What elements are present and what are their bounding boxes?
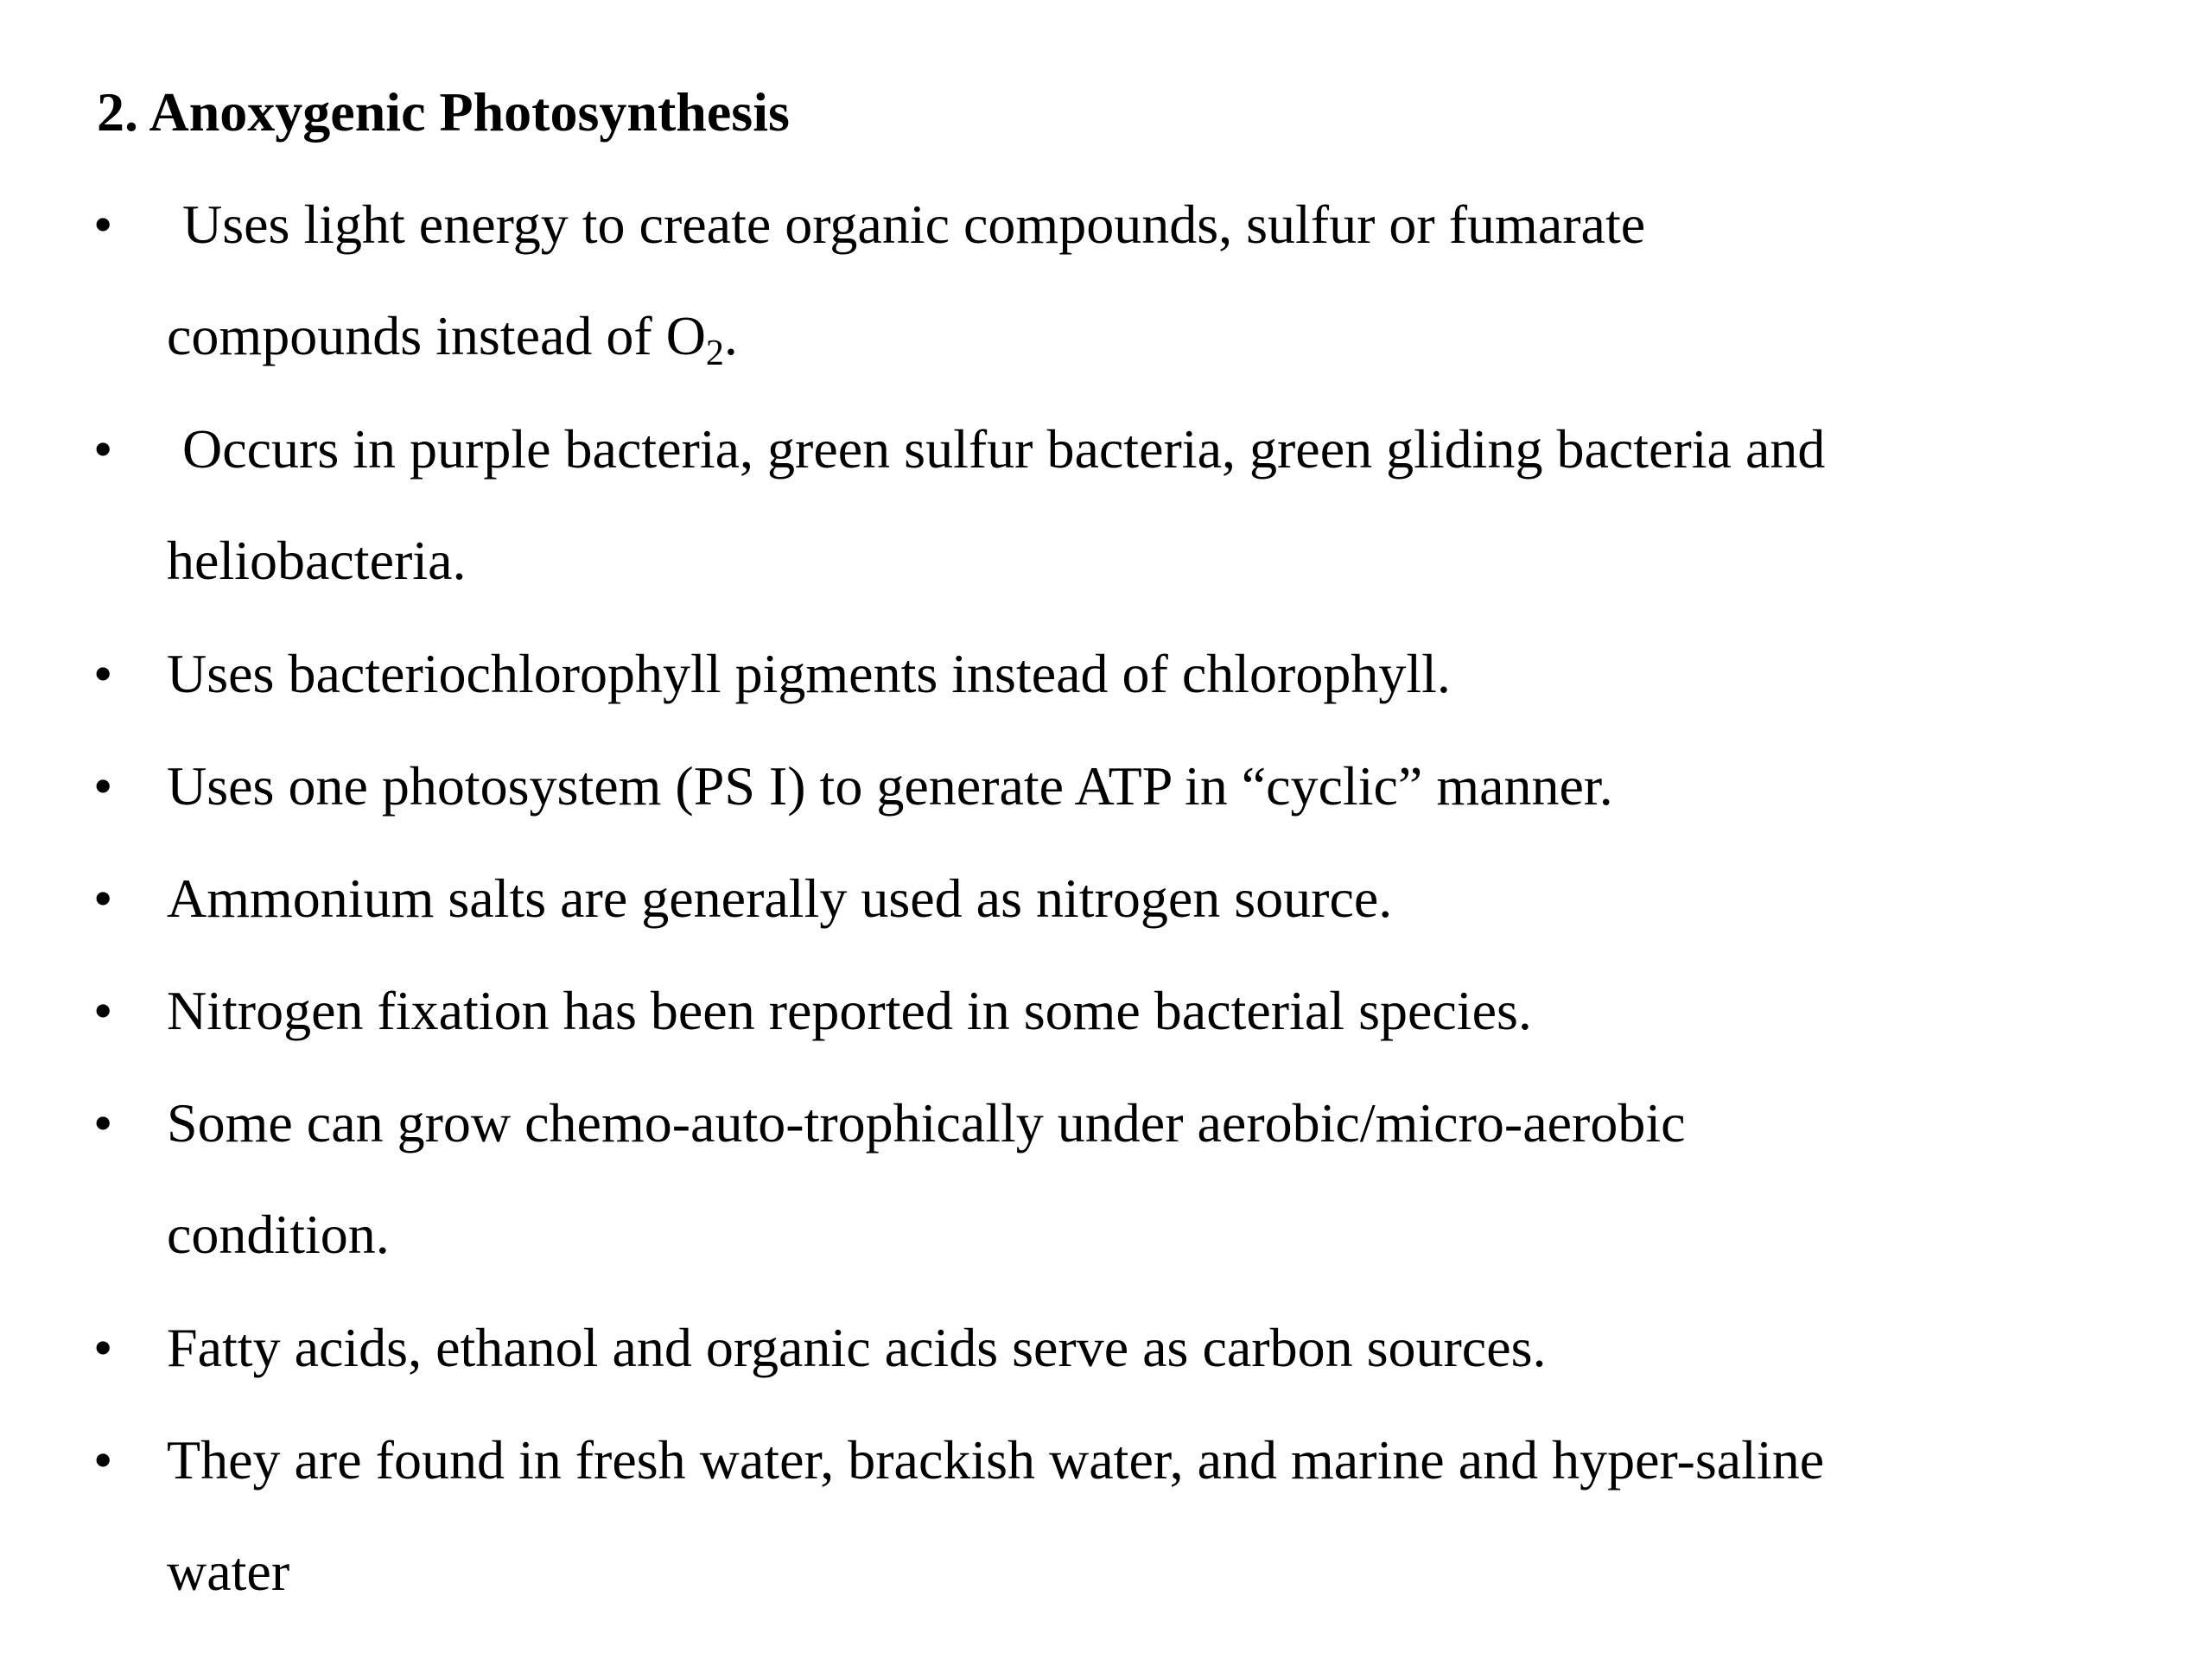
bullet-icon: • bbox=[93, 980, 113, 1041]
list-item-line-end: . bbox=[723, 305, 738, 366]
list-item-line: Nitrogen fixation has been reported in some bacterial species. bbox=[167, 980, 1532, 1041]
list-item-line: Ammonium salts are generally used as nitrogen source. bbox=[167, 868, 1393, 929]
list-item-text bbox=[167, 730, 2154, 842]
list-item-line: water bbox=[167, 1541, 290, 1602]
list-item-line: heliobacteria. bbox=[167, 530, 467, 591]
list-item-line: Uses one photosystem (PS I) to generate ATP in “cyclic” manner. bbox=[167, 755, 1613, 817]
list-item-line: Uses light energy to create organic compounds, sulfur or fumarate bbox=[182, 194, 1646, 255]
bullet-icon: • bbox=[93, 755, 113, 817]
bullet-icon: • bbox=[93, 1317, 113, 1378]
list-item-text bbox=[167, 1404, 2154, 1627]
list-item-line: They are found in fresh water, brackish water, and marine and hyper-saline bbox=[167, 1429, 1825, 1491]
list-item-text bbox=[167, 1067, 2154, 1290]
bullet-icon: • bbox=[93, 868, 113, 929]
list-item-text bbox=[167, 168, 2154, 391]
list-item-line: Fatty acids, ethanol and organic acids serve as carbon sources. bbox=[167, 1317, 1547, 1378]
list-item-text bbox=[167, 393, 2154, 616]
list-item-line bbox=[167, 280, 2154, 391]
bullet-icon: • bbox=[93, 194, 113, 255]
list-item-text bbox=[167, 618, 2154, 729]
list-item-text bbox=[167, 955, 2154, 1066]
bullet-icon: • bbox=[93, 418, 113, 480]
list-item-line: Occurs in purple bacteria, green sulfur bacteria, green gliding bacteria and bbox=[182, 418, 1826, 480]
list-item-text bbox=[167, 842, 2154, 954]
list-item-text bbox=[167, 1292, 2154, 1403]
list-item-line-text: compounds instead of O bbox=[167, 305, 706, 366]
list-item-line: Uses bacteriochlorophyll pigments instead of chlorophyll. bbox=[167, 643, 1451, 704]
bullet-icon: • bbox=[93, 1092, 113, 1154]
bullet-icon: • bbox=[93, 643, 113, 704]
bullet-icon: • bbox=[93, 1429, 113, 1491]
list-item-line: condition. bbox=[167, 1204, 390, 1265]
section-heading: 2. Anoxygenic Photosynthesis bbox=[97, 81, 790, 143]
subscript: 2 bbox=[705, 334, 724, 373]
list-item-line: Some can grow chemo-auto-trophically under aerobic/micro-aerobic bbox=[167, 1092, 1686, 1154]
